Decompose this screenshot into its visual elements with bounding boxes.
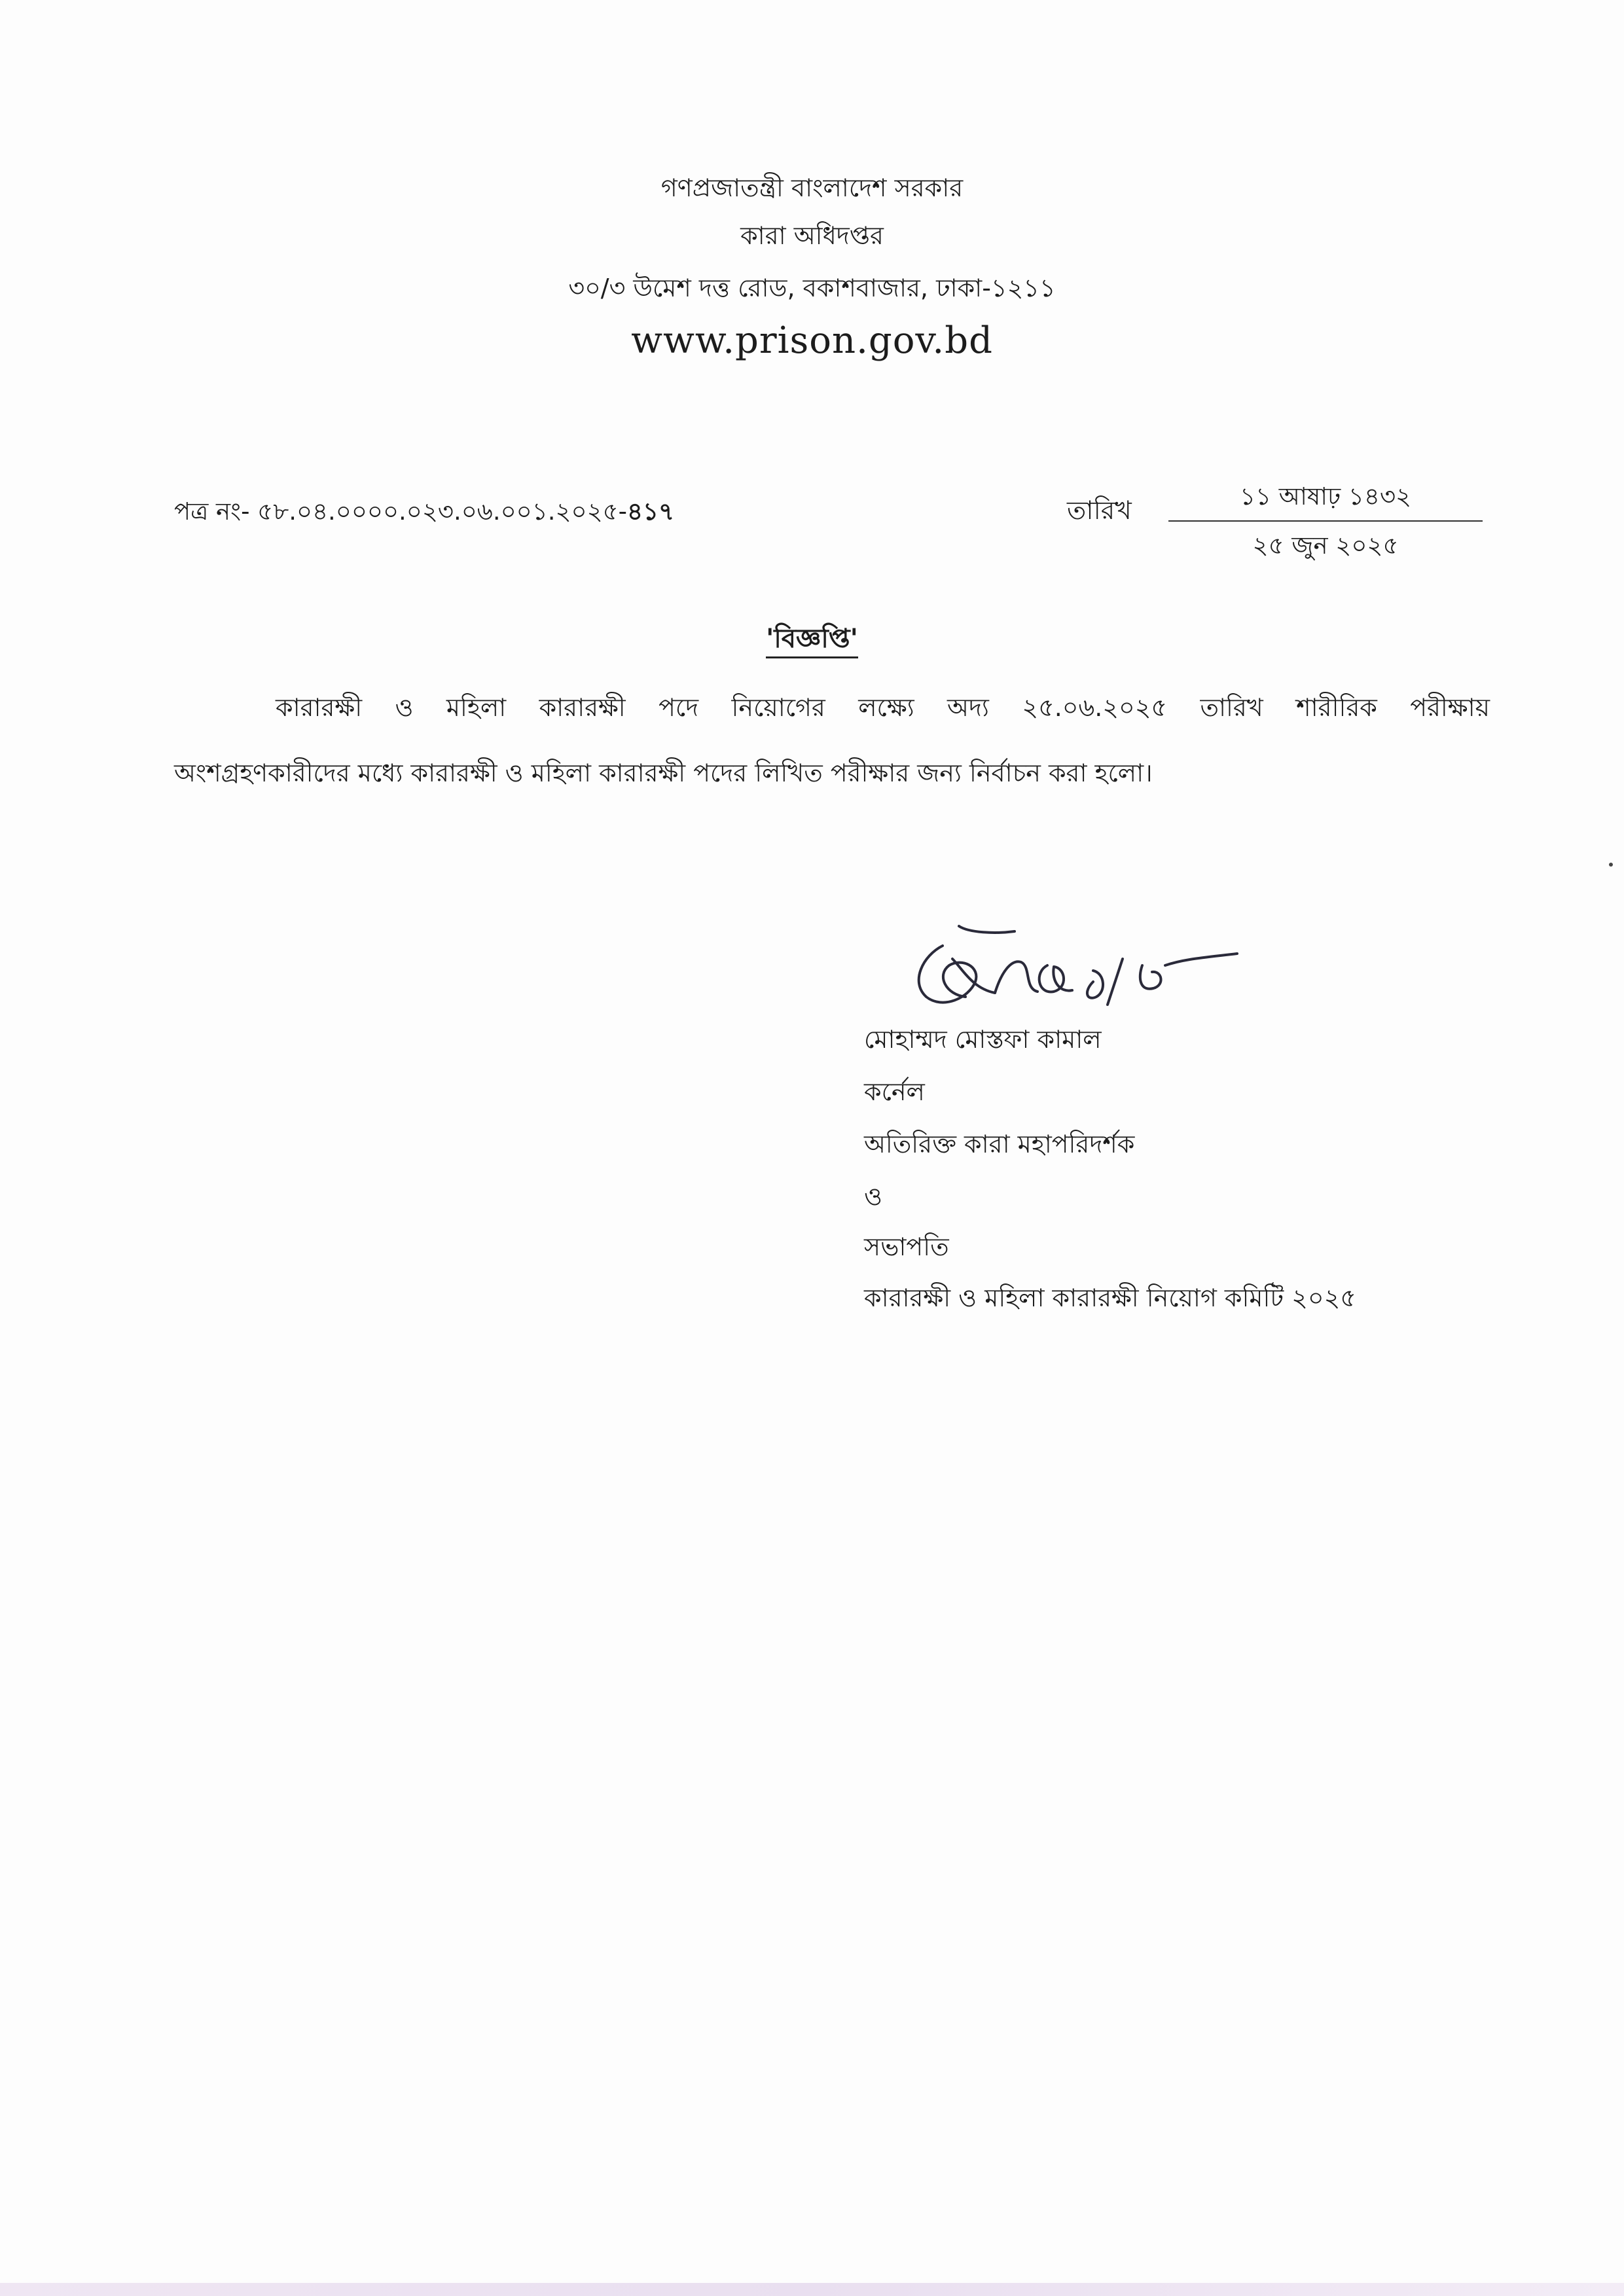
memo-serial: ৪১৭ [627,497,675,526]
signatory-name: মোহাম্মদ মোস্তফা কামাল [864,1025,1102,1054]
signatory-designation: অতিরিক্ত কারা মহাপরিদর্শক [864,1130,1135,1158]
government-name: গণপ্রজাতন্ত্রী বাংলাদেশ সরকার [660,173,964,202]
handwritten-signature [897,920,1250,1018]
scan-speck [1609,863,1613,867]
memo-number [174,495,674,528]
signatory-rank: কর্নেল [864,1077,925,1106]
date-divider [1168,520,1483,522]
website-link[interactable]: www.prison.gov.bd [631,319,993,362]
notice-title [0,622,1624,656]
department-name: কারা অধিদপ্তর [740,221,884,250]
notice-body-line-2: অংশগ্রহণকারীদের মধ্যে কারারক্ষী ও মহিলা কারারক্ষী পদের লিখিত পরীক্ষার জন্য নির্বাচন করা হলো। [174,759,1153,787]
office-address: ৩০/৩ উমেশ দত্ত রোড, বকাশবাজার, ঢাকা-১২১১ [568,274,1056,302]
signatory-committee: কারারক্ষী ও মহিলা কারারক্ষী নিয়োগ কমিটি ২০২৫ [864,1283,1356,1312]
notice-body-line-1: কারারক্ষী ও মহিলা কারারক্ষী পদে নিয়োগের লক্ষ্যে অদ্য ২৫.০৬.২০২৫ তারিখ শারীরিক পরীক্ষায় [276,693,1490,722]
date-bangla: ১১ আষাঢ় ১৪৩২ [1239,482,1412,511]
memo-prefix: পত্র নং- ৫৮.০৪.০০০০.০২৩.০৬.০০১.২০২৫- [174,497,628,526]
date-label: তারিখ [1067,496,1132,526]
scan-edge [0,2283,1624,2296]
signatory-conjunction: ও [864,1182,882,1211]
notice-title-text: 'বিজ্ঞপ্তি' [766,624,858,658]
signatory-role: সভাপতি [864,1232,949,1261]
date-gregorian: ২৫ জুন ২০২৫ [1252,531,1399,560]
